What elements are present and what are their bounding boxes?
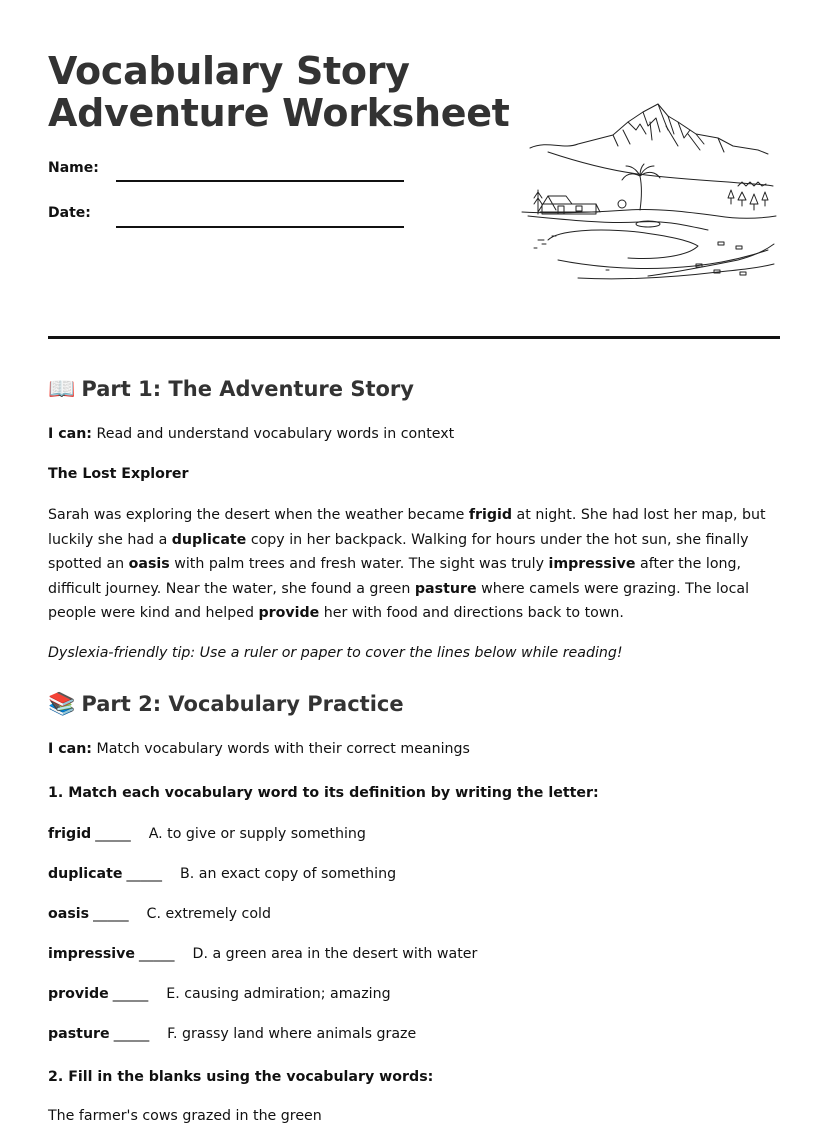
match-word: frigid	[48, 826, 92, 842]
match-definition: B. an exact copy of something	[180, 866, 397, 882]
landscape-illustration	[518, 100, 780, 282]
part1-heading-text: Part 1: The Adventure Story	[81, 377, 414, 401]
match-word: duplicate	[48, 866, 123, 882]
match-definition: D. a green area in the desert with water	[192, 946, 478, 962]
dyslexia-tip: Dyslexia-friendly tip: Use a ruler or paper to cover the lines below while reading!	[48, 645, 623, 661]
mountain-outline	[530, 104, 768, 154]
vocab-word-duplicate: duplicate	[171, 531, 247, 548]
story-paragraph	[48, 503, 783, 626]
match-word: impressive	[48, 946, 136, 962]
part2-heading-text: Part 2: Vocabulary Practice	[81, 692, 404, 716]
answer-blank[interactable]: _____	[139, 946, 175, 962]
answer-blank[interactable]: _____	[126, 866, 162, 882]
part1-ican-text: Read and understand vocabulary words in context	[91, 426, 455, 442]
answer-blank[interactable]: _____	[93, 906, 129, 922]
part1-heading	[48, 376, 414, 403]
part2-ican	[48, 737, 470, 762]
story-text: at night. She had lost her map, but luckily she had a	[48, 507, 766, 548]
match-definition: C. extremely cold	[146, 906, 271, 922]
vocab-word-frigid: frigid	[468, 507, 513, 523]
palm-tree-drawing	[622, 164, 660, 210]
vocab-word-oasis: oasis	[128, 556, 170, 572]
vocab-word-impressive: impressive	[548, 556, 636, 572]
match-word: provide	[48, 986, 109, 1002]
story-text: with palm trees and fresh water. The sight was truly	[169, 556, 549, 572]
match-row	[48, 944, 477, 964]
story-text: her with food and directions back to town.	[319, 605, 624, 621]
match-row	[48, 984, 391, 1004]
section-divider	[48, 336, 780, 339]
match-word: pasture	[48, 1026, 110, 1042]
answer-blank[interactable]: _____	[95, 826, 131, 842]
match-row	[48, 864, 396, 884]
question-2: 2. Fill in the blanks using the vocabulary words:	[48, 1069, 434, 1085]
part2-heading	[48, 691, 404, 718]
part2-ican-text: Match vocabulary words with their correct meanings	[91, 741, 470, 757]
match-definition: A. to give or supply something	[148, 826, 366, 842]
question-2-sentence: The farmer's cows grazed in the green	[48, 1108, 322, 1124]
story-text: copy in her backpack. Walking for hours under the hot sun, she finally spotted an	[48, 531, 749, 572]
vocab-word-provide: provide	[258, 605, 320, 621]
match-row	[48, 824, 366, 844]
date-label: Date:	[48, 205, 91, 221]
title-line-2: Adventure Worksheet	[48, 91, 510, 135]
part2-ican-label: I can:	[48, 741, 92, 757]
name-label: Name:	[48, 160, 99, 176]
story-title: The Lost Explorer	[48, 466, 189, 482]
story-text: where camels were grazing. The local people were kind and helped	[48, 580, 750, 621]
answer-blank[interactable]: _____	[113, 1026, 150, 1042]
match-definition: E. causing admiration; amazing	[166, 986, 391, 1002]
name-field[interactable]	[116, 180, 404, 182]
part1-ican-label: I can:	[48, 426, 92, 442]
match-row	[48, 904, 271, 924]
date-field[interactable]	[116, 226, 404, 228]
vocab-word-pasture: pasture	[414, 580, 477, 597]
books-icon: 📚	[48, 692, 76, 717]
story-text: after the long, difficult journey. Near the water, she found a green	[48, 556, 742, 597]
part1-ican	[48, 422, 454, 447]
worksheet-title	[48, 50, 510, 134]
story-text: Sarah was exploring the desert when the weather became	[48, 507, 469, 523]
match-row	[48, 1024, 416, 1044]
match-word: oasis	[48, 906, 90, 922]
house-drawing	[534, 190, 600, 214]
question-1: 1. Match each vocabulary word to its definition by writing the letter:	[48, 785, 599, 801]
open-book-icon: 📖	[48, 377, 76, 402]
match-definition: F. grassy land where animals graze	[167, 1026, 417, 1042]
answer-blank[interactable]: _____	[112, 986, 149, 1002]
title-line-1: Vocabulary Story	[48, 49, 410, 93]
